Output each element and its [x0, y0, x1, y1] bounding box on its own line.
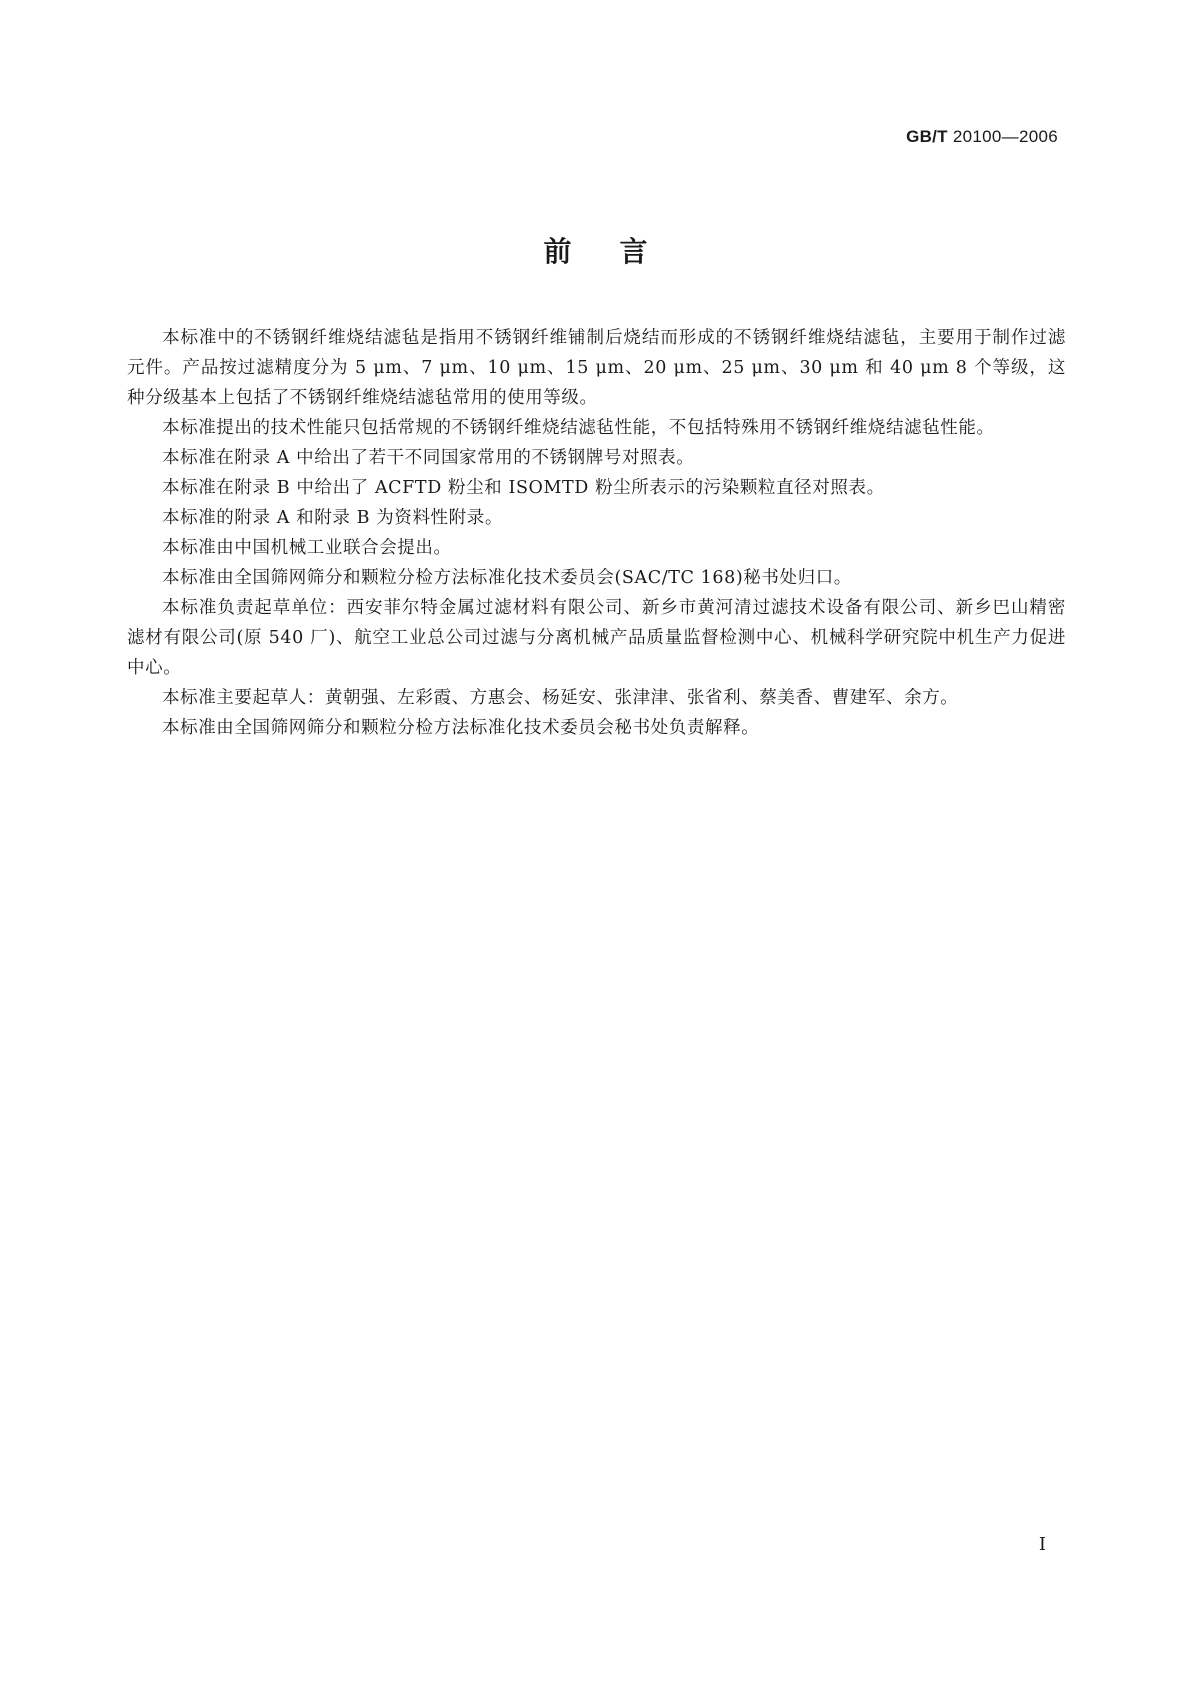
- paragraph-drafters: 本标准主要起草人：黄朝强、左彩霞、方惠会、杨延安、张津津、张省利、蔡美香、曹建军、余方。: [162, 688, 959, 708]
- paragraph-proposer: 本标准由中国机械工业联合会提出。: [162, 538, 452, 558]
- foreword-body: [127, 323, 1066, 743]
- paragraph-appendix-a: 本标准在附录 A 中给出了若干不同国家常用的不锈钢牌号对照表。: [162, 448, 695, 468]
- paragraph-scope: 本标准中的不锈钢纤维烧结滤毡是指用不锈钢纤维铺制后烧结而形成的不锈钢纤维烧结滤毡，主要用于制作过滤元件。产品按过滤精度分为 5 μm、7 μm、10 μm、15 μm、20 μm、25 μm、30 μm 和 40 μm 8 个等级，这种分级基本上包括了不锈钢纤维烧结滤毡常用的使用等级。: [127, 328, 1066, 408]
- document-code: [906, 127, 1058, 147]
- paragraph-informative-appendices: 本标准的附录 A 和附录 B 为资料性附录。: [162, 508, 503, 528]
- paragraph-interpretation: 本标准由全国筛网筛分和颗粒分检方法标准化技术委员会秘书处负责解释。: [162, 718, 760, 738]
- page-title: 前言: [543, 235, 696, 268]
- page-number: I: [1038, 1534, 1046, 1555]
- paragraph-administration: 本标准由全国筛网筛分和颗粒分检方法标准化技术委员会(SAC/TC 168)秘书处归口。: [162, 568, 852, 588]
- paragraph-performance: 本标准提出的技术性能只包括常规的不锈钢纤维烧结滤毡性能，不包括特殊用不锈钢纤维烧结滤毡性能。: [162, 418, 995, 438]
- paragraph-drafting-units: 本标准负责起草单位：西安菲尔特金属过滤材料有限公司、新乡市黄河清过滤技术设备有限公司、新乡巴山精密滤材有限公司(原 540 厂)、航空工业总公司过滤与分离机械产品质量监督检测中心、机械科学研究院中机生产力促进中心。: [127, 598, 1066, 678]
- paragraph-appendix-b: 本标准在附录 B 中给出了 ACFTD 粉尘和 ISOMTD 粉尘所表示的污染颗粒直径对照表。: [162, 478, 885, 498]
- document-code-prefix: GB/T: [906, 127, 948, 146]
- document-code-number: 20100—2006: [947, 127, 1058, 146]
